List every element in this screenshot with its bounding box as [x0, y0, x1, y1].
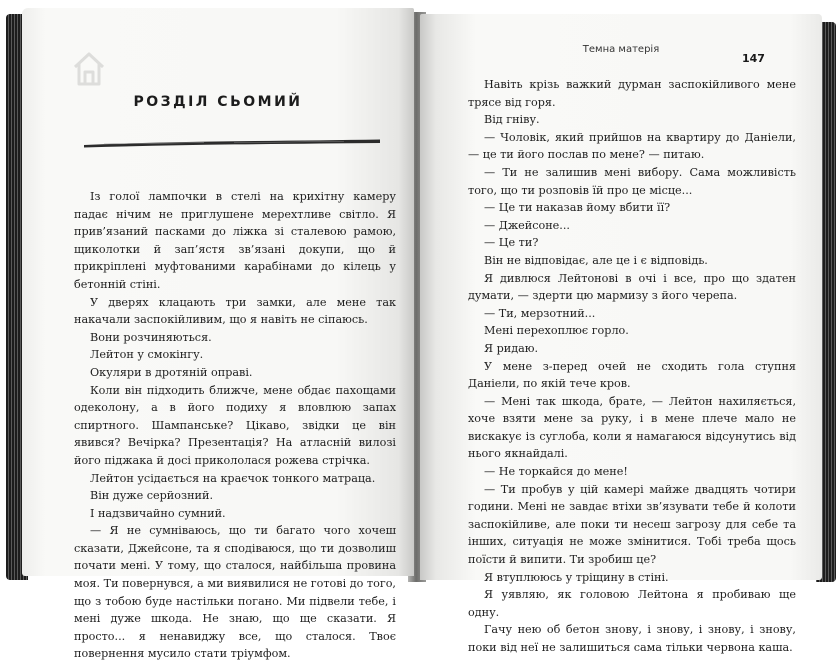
paragraph: Він не відповідає, але це і є відповідь.: [484, 253, 708, 267]
running-header: Темна матерія: [582, 44, 660, 55]
paragraph: У мене з-перед очей не сходить гола ступня Даніели, по якій тече кров.: [468, 359, 796, 391]
paragraph: — Джейсоне...: [484, 218, 570, 232]
paragraph: — Чоловік, який прийшов на квартиру до Даніели, — це ти його послав по мене? — питаю.: [468, 130, 796, 162]
paragraph: Навіть крізь важкий дурман заспокійливого мене трясе від горя.: [468, 78, 796, 109]
chapter-divider-brushstroke: [84, 138, 380, 148]
right-page: [420, 14, 822, 654]
paragraph: Лейтон у смокінгу.: [90, 348, 204, 362]
paragraph: — Ти не залишив мені вибору. Сама можливість того, що ти розповів їй про це місце...: [468, 165, 796, 197]
paragraph: — Не торкайся до мене!: [484, 465, 628, 479]
paragraph: Він дуже серйозний.: [90, 489, 214, 503]
paragraph: — Це ти?: [484, 236, 539, 250]
paragraph: Я уявляю, як головою Лейтона я пробиваю ще одну.: [468, 588, 796, 619]
right-page-body: [468, 76, 796, 657]
paragraph: — Це ти наказав йому вбити її?: [484, 201, 671, 215]
paragraph: І надзвичайно сумний.: [90, 506, 226, 520]
paragraph: — Я не сумніваюсь, що ти багато чого хочеш сказати, Джейсоне, та я сподіваюся, що ти дозволиш почати мені. У тому, що сталося, найбільша провина моя. Ти повернувся, а ми виявилися не готові до того, що з тобою буде настільки погано. Ми підвели тебе, і мені дуже шкода. Не знаю, що ще сказати. Я просто... я ненавиджу все, що сталося. Твоє повернення мусило стати тріумфом.: [74, 524, 396, 661]
paragraph: — Ти пробув у цій камері майже двадцять чотири години. Мені не завдає втіхи зв’язувати тебе й колоти заспокійливе, але поки ти несеш загрозу для себе та інших, ситуація не може змінитися. Тобі треба щось поїсти й випити. Ти зробиш це?: [468, 482, 796, 567]
chapter-title: РОЗДІЛ СЬОМИЙ: [133, 94, 303, 110]
paragraph: Я ридаю.: [484, 341, 539, 355]
paragraph: Я втуплююсь у тріщину в стіні.: [484, 570, 669, 584]
paragraph: Від гніву.: [484, 113, 540, 127]
paragraph: Із голої лампочки в стелі на крихітну камеру падає нічим не приглушене мерехтливе світло. Я прив’язаний пасками до ліжка зі сталевою рамою, щиколотки й зап’ястя зв’язані докупи, що й прикріплені муфтованими карабінами до кілець у бетонній стіні.: [74, 190, 396, 291]
left-page-body: [74, 188, 396, 663]
paragraph: Гачу нею об бетон знову, і знову, і знову, і знову, поки від неї не залишиться сама тільки червона каша.: [468, 623, 796, 654]
paragraph: Мені перехоплює горло.: [484, 324, 629, 338]
paragraph: У дверях клацають три замки, але мене так накачали заспокійливим, що я навіть не сіпаюсь.: [74, 295, 396, 327]
paragraph: — Мені так шкода, брате, — Лейтон нахиляється, хоче взяти мене за руку, і в мене плече мало не вискакує із суглоба, коли я намагаюся відсунутись від нього якнайдалі.: [468, 394, 796, 461]
page-number: 147: [742, 52, 765, 65]
paragraph: Я дивлюся Лейтонові в очі і все, про що здатен думати, — здерти цю мармизу з його черепа.: [468, 271, 796, 303]
paragraph: Лейтон усідається на краєчок тонкого матраца.: [90, 471, 376, 485]
paragraph: Коли він підходить ближче, мене обдає пахощами одеколону, а в його подиху я вловлюю запах спиртного. Шампанське? Цікаво, звідки це він явився? Вечірка? Презентація? На атласній вилозі його піджака й досі прикололася рожева стрічка.: [74, 383, 396, 467]
paragraph: Вони розчиняються.: [90, 330, 212, 344]
paragraph: — Ти, мерзотний...: [484, 306, 596, 320]
paragraph: Окуляри в дротяній оправі.: [90, 365, 253, 379]
left-page: [22, 8, 414, 661]
house-icon: [72, 50, 106, 88]
